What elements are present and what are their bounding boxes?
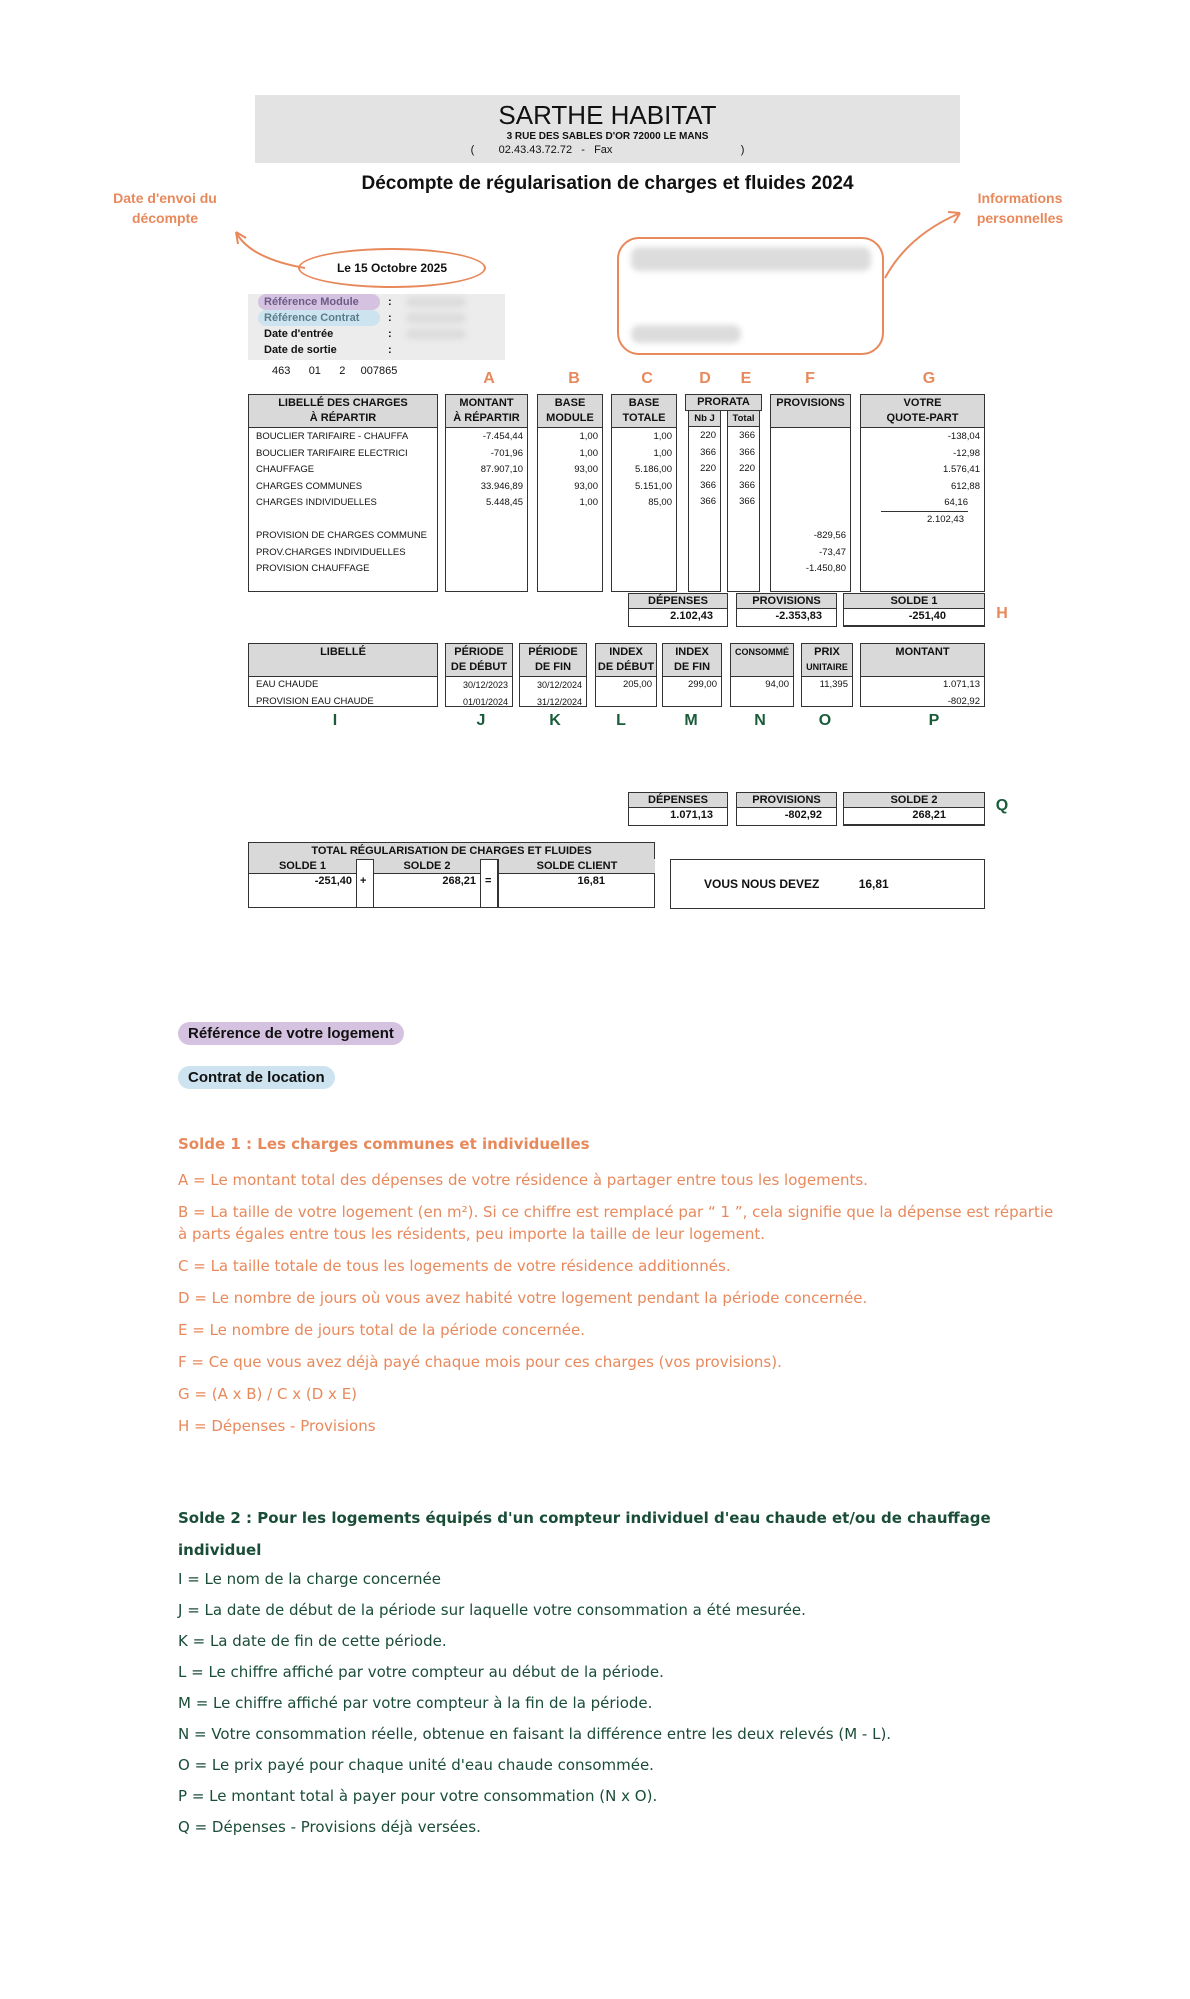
col-header: LIBELLÉ [249,644,437,677]
table-cell [728,560,759,577]
table-cell: CHARGES INDIVIDUELLES [256,497,377,508]
letter-k: K [549,712,561,729]
devez-label: VOUS NOUS DEVEZ [704,877,820,891]
annotation-line: personnelles [976,210,1064,226]
table-cell [256,512,437,529]
summary-label: SOLDE 1 [844,594,984,609]
summary-label: SOLDE 1 [249,859,356,874]
table-cell [446,561,527,578]
legend-pill-ref [178,1022,404,1045]
solde2-items [178,1568,1038,1838]
letter-l: L [616,712,626,729]
letter-j: J [476,712,486,729]
table-cell: PROVISION EAU CHAUDE [256,695,374,707]
table-cell: 299,00 [687,679,717,690]
table-cell: -138,04 [947,431,980,442]
table-cell: -701,96 [490,447,523,459]
table-cell [861,561,984,578]
summary-value: 1.071,13 [670,809,713,821]
header-line: DE FIN [673,661,711,673]
table-cell [689,527,720,544]
col-body [446,428,527,578]
blurred-text [631,247,871,271]
table-cell: EAU CHAUDE [256,679,319,690]
col-body [249,428,437,578]
account-code: 463 01 2 007865 [272,365,398,377]
table-cell [538,528,602,545]
table-cell [446,528,527,545]
letter-q: Q [995,797,1009,814]
col-header: MONTANT [861,644,984,677]
letter-f: F [805,370,815,387]
table-cell: -73,47 [819,546,846,558]
table-cell [861,528,984,545]
table-cell: 30/12/2024 [536,680,582,690]
col-body [689,427,720,577]
header-line: INDEX [609,646,643,658]
header-line: DE FIN [534,661,572,673]
header-line: MODULE [546,412,594,424]
annotation-line: Date d'envoi du [113,190,217,206]
summary-value: 2.102,43 [670,610,713,622]
table-cell [771,446,850,463]
table-cell: 1,00 [653,431,672,442]
solde2-legend [178,1502,1038,1847]
t2-col-index-fin [662,643,722,707]
col-header [596,644,656,677]
header-line: À RÉPARTIR [453,412,520,424]
table-cell [689,560,720,577]
summary2-solde [843,792,985,826]
table-cell [802,694,852,711]
ref-contrat-label: Référence Contrat [258,310,380,326]
table-cell [612,512,676,529]
summary1-depenses [628,593,728,627]
col-body [771,428,850,578]
table-cell: 30/12/2023 [462,680,508,690]
total-solde1 [249,859,357,908]
col-header [538,395,602,428]
annotation-arrows [0,0,1190,400]
table-cell: 366 [739,446,755,458]
col-montant [445,394,528,592]
summary-label: PROVISIONS [737,793,836,808]
col-body [612,428,676,578]
total-solde2 [373,859,481,908]
table-cell [731,694,793,711]
letter-a: A [483,370,495,387]
legend-item: Q = Dépenses - Provisions déjà versées. [178,1818,481,1836]
letter-b: B [568,370,580,387]
vous-devez-box [670,859,985,909]
legend-item: K = La date de fin de cette période. [178,1632,447,1650]
col-provisions [770,394,851,592]
table-cell: 01/01/2024 [462,696,508,707]
summary-label: SOLDE 2 [374,859,480,874]
table-cell: 366 [700,496,716,507]
summary-label: DÉPENSES [629,793,727,808]
table-cell [538,561,602,578]
ref-contrat-row [258,310,505,326]
table-cell [771,429,850,446]
table-cell [446,545,527,562]
prorata-header: PRORATA [685,394,762,411]
colon: : [388,312,392,324]
annotation-line: Informations [977,190,1063,206]
table-cell: 1.576,41 [943,464,980,475]
col-total [727,411,760,592]
table-cell [728,527,759,544]
summary1-provisions [736,593,837,627]
table-cell: -12,98 [953,447,980,459]
table-cell: 220 [700,463,716,474]
header-line: TOTALE [622,412,666,424]
table-cell: 366 [739,479,755,491]
annotation-line: décompte [131,210,199,226]
table-cell [446,512,527,529]
table-cell [771,495,850,512]
legend-item: J = La date de début de la période sur laquelle votre consommation a été mesurée. [178,1601,806,1619]
letter-n: N [754,712,766,729]
table-cell: 33.946,89 [480,480,523,492]
table-cell: 366 [739,430,755,441]
summary-label: SOLDE CLIENT [499,859,655,874]
header-line: VOTRE [903,397,942,409]
letter-o: O [818,712,832,729]
table-cell: 1,00 [579,447,598,459]
summary-label: SOLDE 2 [844,793,984,808]
table-cell [612,561,676,578]
col-quote-part [860,394,985,592]
table-cell: 366 [739,496,755,507]
table-cell: 64,16 [881,495,968,512]
table-cell: -1.450,80 [805,563,846,574]
col-header [612,395,676,428]
table-cell: 93,00 [574,480,598,492]
table-cell: -7.454,44 [482,431,523,442]
colon: : [388,344,392,356]
col-header [446,644,512,677]
legend-item: N = Votre consommation réelle, obtenue en faisant la différence entre les deux relevés (M - L). [178,1725,892,1743]
col-body [861,428,984,578]
table-cell: 366 [700,479,716,491]
col-header [520,644,586,677]
col-body [861,677,984,710]
summary-label: DÉPENSES [629,594,727,609]
legend-item: E = Le nombre de jours total de la période concernée. [178,1321,585,1339]
col-body [802,677,852,710]
table-cell [612,545,676,562]
org-phone: ( 02.43.43.72.72 - Fax ) [470,144,745,156]
table-cell: CHARGES COMMUNES [256,480,363,492]
legend-item: O = Le prix payé pour chaque unité d'eau chaude consommée. [178,1756,654,1774]
table-cell: 93,00 [574,464,598,475]
equals-sign: = [485,875,492,887]
legend-item: I = Le nom de la charge concernée [178,1570,441,1588]
legend-item: C = La taille totale de tous les logements de votre résidence additionnés. [178,1257,731,1275]
col-body [663,677,721,710]
summary-label: PROVISIONS [737,594,836,609]
table-cell: 2.102,43 [927,513,964,525]
table-cell: 1,00 [579,497,598,508]
date-sortie-row [264,342,505,358]
legend-item: H = Dépenses - Provisions [178,1417,376,1435]
col-header [446,395,527,428]
blurred-text [631,325,741,343]
table-cell [538,545,602,562]
t2-col-libelle [248,643,438,707]
header-line: MONTANT [459,397,514,409]
col-header [249,395,437,428]
send-date: Le 15 Octobre 2025 [298,248,486,288]
letter-p: P [928,712,940,729]
table-cell [689,511,720,528]
date-entree-label: Date d'entrée [264,328,334,340]
header-line: PRIX [814,646,840,658]
col-body [249,677,437,710]
col-header: PROVISIONS [771,395,850,428]
total-block [248,842,655,908]
table-cell: 5.448,45 [486,497,523,508]
blurred-text [406,297,466,307]
table-cell: 220 [739,463,755,474]
table-cell [612,528,676,545]
legend-item: M = Le chiffre affiché par votre compteur à la fin de la période. [178,1694,653,1712]
col-header [861,395,984,428]
legend-item: L = Le chiffre affiché par votre compteur au début de la période. [178,1663,664,1681]
table-cell [728,511,759,528]
header-line: UNITAIRE [806,662,848,672]
org-address: 3 RUE DES SABLES D'OR 72000 LE MANS [506,131,709,142]
ref-module-row [258,294,505,310]
header-line: À RÉPARTIR [309,412,377,424]
summary1-solde [843,593,985,627]
legend-item: A = Le montant total des dépenses de votre résidence à partager entre tous les logements. [178,1171,868,1189]
summary-value: 268,21 [912,809,946,821]
col-body [520,677,586,710]
solde1-items [178,1169,1058,1437]
t2-col-fin [519,643,587,707]
table-cell: PROVISION DE CHARGES COMMUNE [256,530,428,541]
t2-col-montant [860,643,985,707]
letter-i: I [332,712,338,729]
header-line: QUOTE-PART [886,412,959,424]
table-cell: 85,00 [648,497,672,508]
t2-col-prix [801,643,853,707]
table-cell [771,512,850,529]
table-cell: 94,00 [765,679,789,690]
devez-value: 16,81 [858,877,889,891]
col-header [663,644,721,677]
legend-item: G = (A x B) / C x (D x E) [178,1385,358,1403]
legend-item: P = Le montant total à payer pour votre consommation (N x O). [178,1787,658,1805]
personal-info-box [617,237,884,355]
table-cell: 205,00 [622,679,652,690]
col-base-module [537,394,603,592]
table-cell [728,544,759,561]
table-cell: -802,92 [947,695,980,707]
colon: : [388,296,392,308]
header-line: LIBELLÉ DES CHARGES [278,397,408,409]
col-body [596,677,656,710]
solde1-legend [178,1133,1058,1447]
t2-col-consomme [730,643,794,707]
header-line: BASE [628,397,660,409]
table-cell: 220 [700,430,716,441]
letter-h: H [996,605,1008,622]
header-line: INDEX [675,646,709,658]
table-cell: 11,395 [819,679,848,690]
date-entree-row [264,326,505,342]
table-cell: 31/12/2024 [536,696,582,707]
table-cell: PROVISION CHAUFFAGE [256,563,370,574]
blurred-text [406,313,466,323]
solde1-title: Solde 1 : Les charges communes et individuelles [178,1135,590,1153]
col-header [802,644,852,677]
header-line: PÉRIODE [454,646,504,658]
t2-col-index-debut [595,643,657,707]
col-header: CONSOMMÉ [731,644,793,677]
summary-value: -251,40 [908,610,946,622]
header-line: BASE [554,397,586,409]
summary-value: -251,40 [314,875,352,887]
table-cell [689,544,720,561]
table-cell [771,479,850,496]
table-cell: PROV.CHARGES INDIVIDUELLES [256,546,406,558]
org-name: SARTHE HABITAT [498,100,717,130]
table-cell: 5.151,00 [635,480,672,492]
total-header: Total [728,411,759,427]
plus-sign: + [360,875,367,887]
table-cell: 1,00 [579,431,598,442]
pill-contrat: Contrat de location [178,1066,335,1089]
table-cell [861,545,984,562]
header-line: DE DÉBUT [450,661,508,673]
ref-module-label: Référence Module [258,294,380,310]
legend-item: F = Ce que vous avez déjà payé chaque mois pour ces charges (vos provisions). [178,1353,782,1371]
table-cell: CHAUFFAGE [256,464,315,475]
header-line: DE DÉBUT [597,661,655,673]
total-solde-client [497,859,655,908]
table-cell: BOUCLIER TARIFAIRE ELECTRICI [256,447,408,459]
colon: : [388,328,392,340]
blurred-text [406,329,466,339]
col-prorata [685,394,762,592]
col-body [728,427,759,577]
table-cell: 366 [700,446,716,458]
col-libelle [248,394,438,592]
legend-pill-contrat [178,1066,335,1089]
summary2-depenses [628,792,728,826]
col-nbj [688,411,721,592]
col-body [446,677,512,710]
letter-e: E [740,370,752,387]
letter-g: G [922,370,936,387]
table-cell: BOUCLIER TARIFAIRE - CHAUFFA [256,431,409,442]
col-body [538,428,602,578]
table-cell [596,694,656,711]
summary2-provisions [736,792,837,826]
nbj-header: Nb J [689,411,720,427]
legend-item: D = Le nombre de jours où vous avez habité votre logement pendant la période concernée. [178,1289,868,1307]
table-cell: 1.071,13 [943,679,980,690]
table-cell: -829,56 [813,530,846,541]
col-body [731,677,793,710]
summary-value: -2.353,83 [775,610,822,622]
table-cell [771,462,850,479]
solde2-title: Solde 2 : Pour les logements équipés d'un compteur individuel d'eau chaude et/ou de chauffage individuel [178,1509,991,1559]
date-sortie-label: Date de sortie [264,344,337,356]
summary-value: 268,21 [442,875,476,887]
table-cell: 87.907,10 [480,464,523,475]
total-title: TOTAL RÉGULARISATION DE CHARGES ET FLUIDES [249,843,654,860]
reference-block [248,294,505,360]
summary-value: 16,81 [577,875,605,887]
t2-col-debut [445,643,513,707]
header-line: PÉRIODE [528,646,578,658]
summary-value: -802,92 [784,809,822,821]
document-title: Décompte de régularisation de charges et fluides 2024 [361,173,854,194]
col-base-totale [611,394,677,592]
table-cell: 612,88 [950,480,980,492]
table-cell [538,512,602,529]
table-cell: 1,00 [653,447,672,459]
letter-c: C [641,370,653,387]
letter-m: M [684,712,698,729]
table-cell: 5.186,00 [635,464,672,475]
table-cell [663,694,721,711]
letter-d: D [699,370,711,387]
legend-item: B = La taille de votre logement (en m²). Si ce chiffre est remplacé par “ 1 ”, cela signifie que la dépense est répartie à parts égales entre tous les résidents, peu importe la taille de leur logement. [178,1203,1054,1243]
pill-ref-logement: Référence de votre logement [178,1022,404,1045]
